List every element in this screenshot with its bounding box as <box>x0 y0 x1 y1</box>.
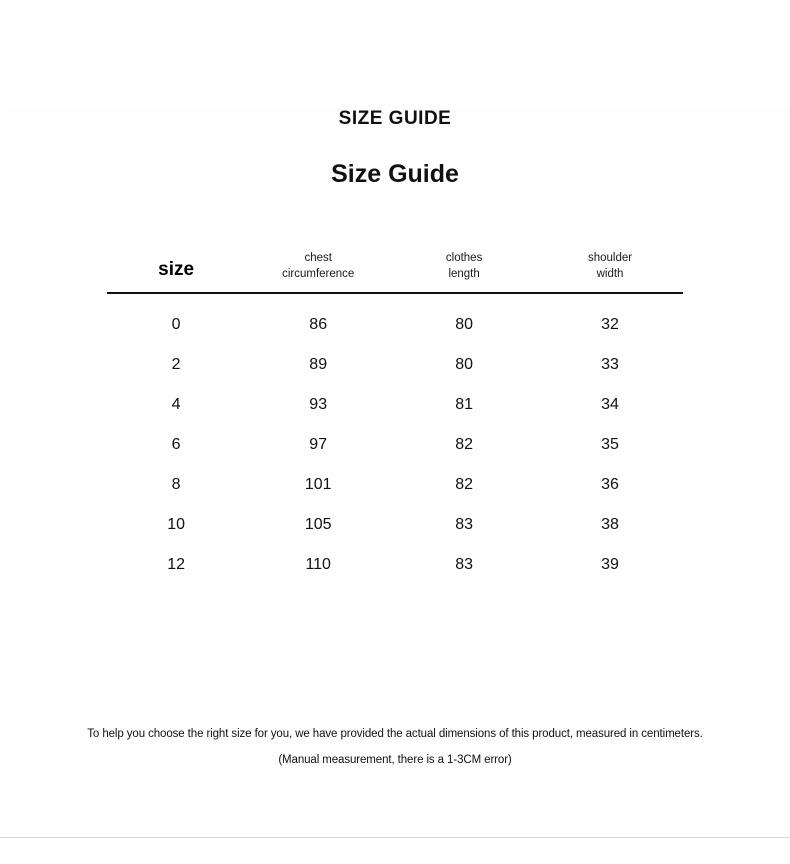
cell-shoulder: 34 <box>601 396 619 414</box>
column-header-length-line1: clothes <box>445 252 483 264</box>
footnote-error-margin: (Manual measurement, there is a 1-3CM error) <box>278 754 512 766</box>
table-header-row <box>107 251 683 293</box>
table-row <box>107 385 683 425</box>
table-row <box>107 293 683 345</box>
cell-size: 2 <box>171 356 181 374</box>
cell-shoulder: 39 <box>601 556 619 574</box>
cell-length: 82 <box>455 476 473 494</box>
column-header-clothes-length <box>391 251 537 293</box>
column-header-length-lines <box>391 251 537 282</box>
cell-length: 82 <box>455 436 473 454</box>
cell-shoulder: 36 <box>601 476 619 494</box>
column-header-size-label: size <box>158 259 195 281</box>
column-header-shoulder-width <box>537 251 683 293</box>
column-header-shoulder-lines <box>537 251 683 282</box>
cell-shoulder: 35 <box>601 436 619 454</box>
column-header-size <box>107 251 245 293</box>
cell-length: 83 <box>455 516 473 534</box>
cell-shoulder: 32 <box>601 316 619 334</box>
size-guide-page <box>0 108 790 864</box>
cell-chest: 105 <box>304 516 332 534</box>
cell-chest: 89 <box>309 356 328 374</box>
cell-size: 0 <box>171 316 181 334</box>
column-header-length-line2: length <box>448 267 480 280</box>
column-header-chest-line1: chest <box>304 252 332 264</box>
size-guide-table <box>107 251 683 585</box>
table-row <box>107 465 683 505</box>
cell-length: 80 <box>455 356 473 374</box>
cell-chest: 86 <box>309 316 328 334</box>
column-header-shoulder-line1: shoulder <box>587 252 633 264</box>
footnote-measurement-info: To help you choose the right size for you, we have provided the actual dimensions of this product, measured in centimeters. <box>87 728 703 740</box>
column-header-shoulder-line2: width <box>596 267 624 280</box>
table-row <box>107 505 683 545</box>
cell-shoulder: 38 <box>601 516 619 534</box>
column-header-chest-circumference <box>245 251 391 293</box>
cell-size: 12 <box>167 556 186 574</box>
size-table-container <box>107 251 683 585</box>
page-title: Size Guide <box>331 160 459 188</box>
cell-size: 6 <box>171 436 181 454</box>
column-header-chest-line2: circumference <box>282 267 355 280</box>
cell-length: 81 <box>455 396 473 414</box>
bottom-divider <box>0 837 790 838</box>
column-header-chest-lines <box>245 251 391 282</box>
table-body <box>107 293 683 585</box>
table-head <box>107 251 683 293</box>
cell-size: 10 <box>167 516 186 534</box>
table-row <box>107 345 683 385</box>
page-kicker: SIZE GUIDE <box>338 108 452 129</box>
cell-chest: 101 <box>304 476 332 494</box>
cell-chest: 110 <box>305 556 331 574</box>
cell-size: 4 <box>171 396 181 414</box>
cell-length: 83 <box>455 556 473 574</box>
table-row <box>107 545 683 585</box>
table-row <box>107 425 683 465</box>
cell-size: 8 <box>171 476 181 494</box>
footnotes <box>0 728 790 766</box>
cell-chest: 97 <box>309 436 328 454</box>
cell-chest: 93 <box>309 396 328 414</box>
cell-shoulder: 33 <box>601 356 619 374</box>
cell-length: 80 <box>455 316 473 334</box>
